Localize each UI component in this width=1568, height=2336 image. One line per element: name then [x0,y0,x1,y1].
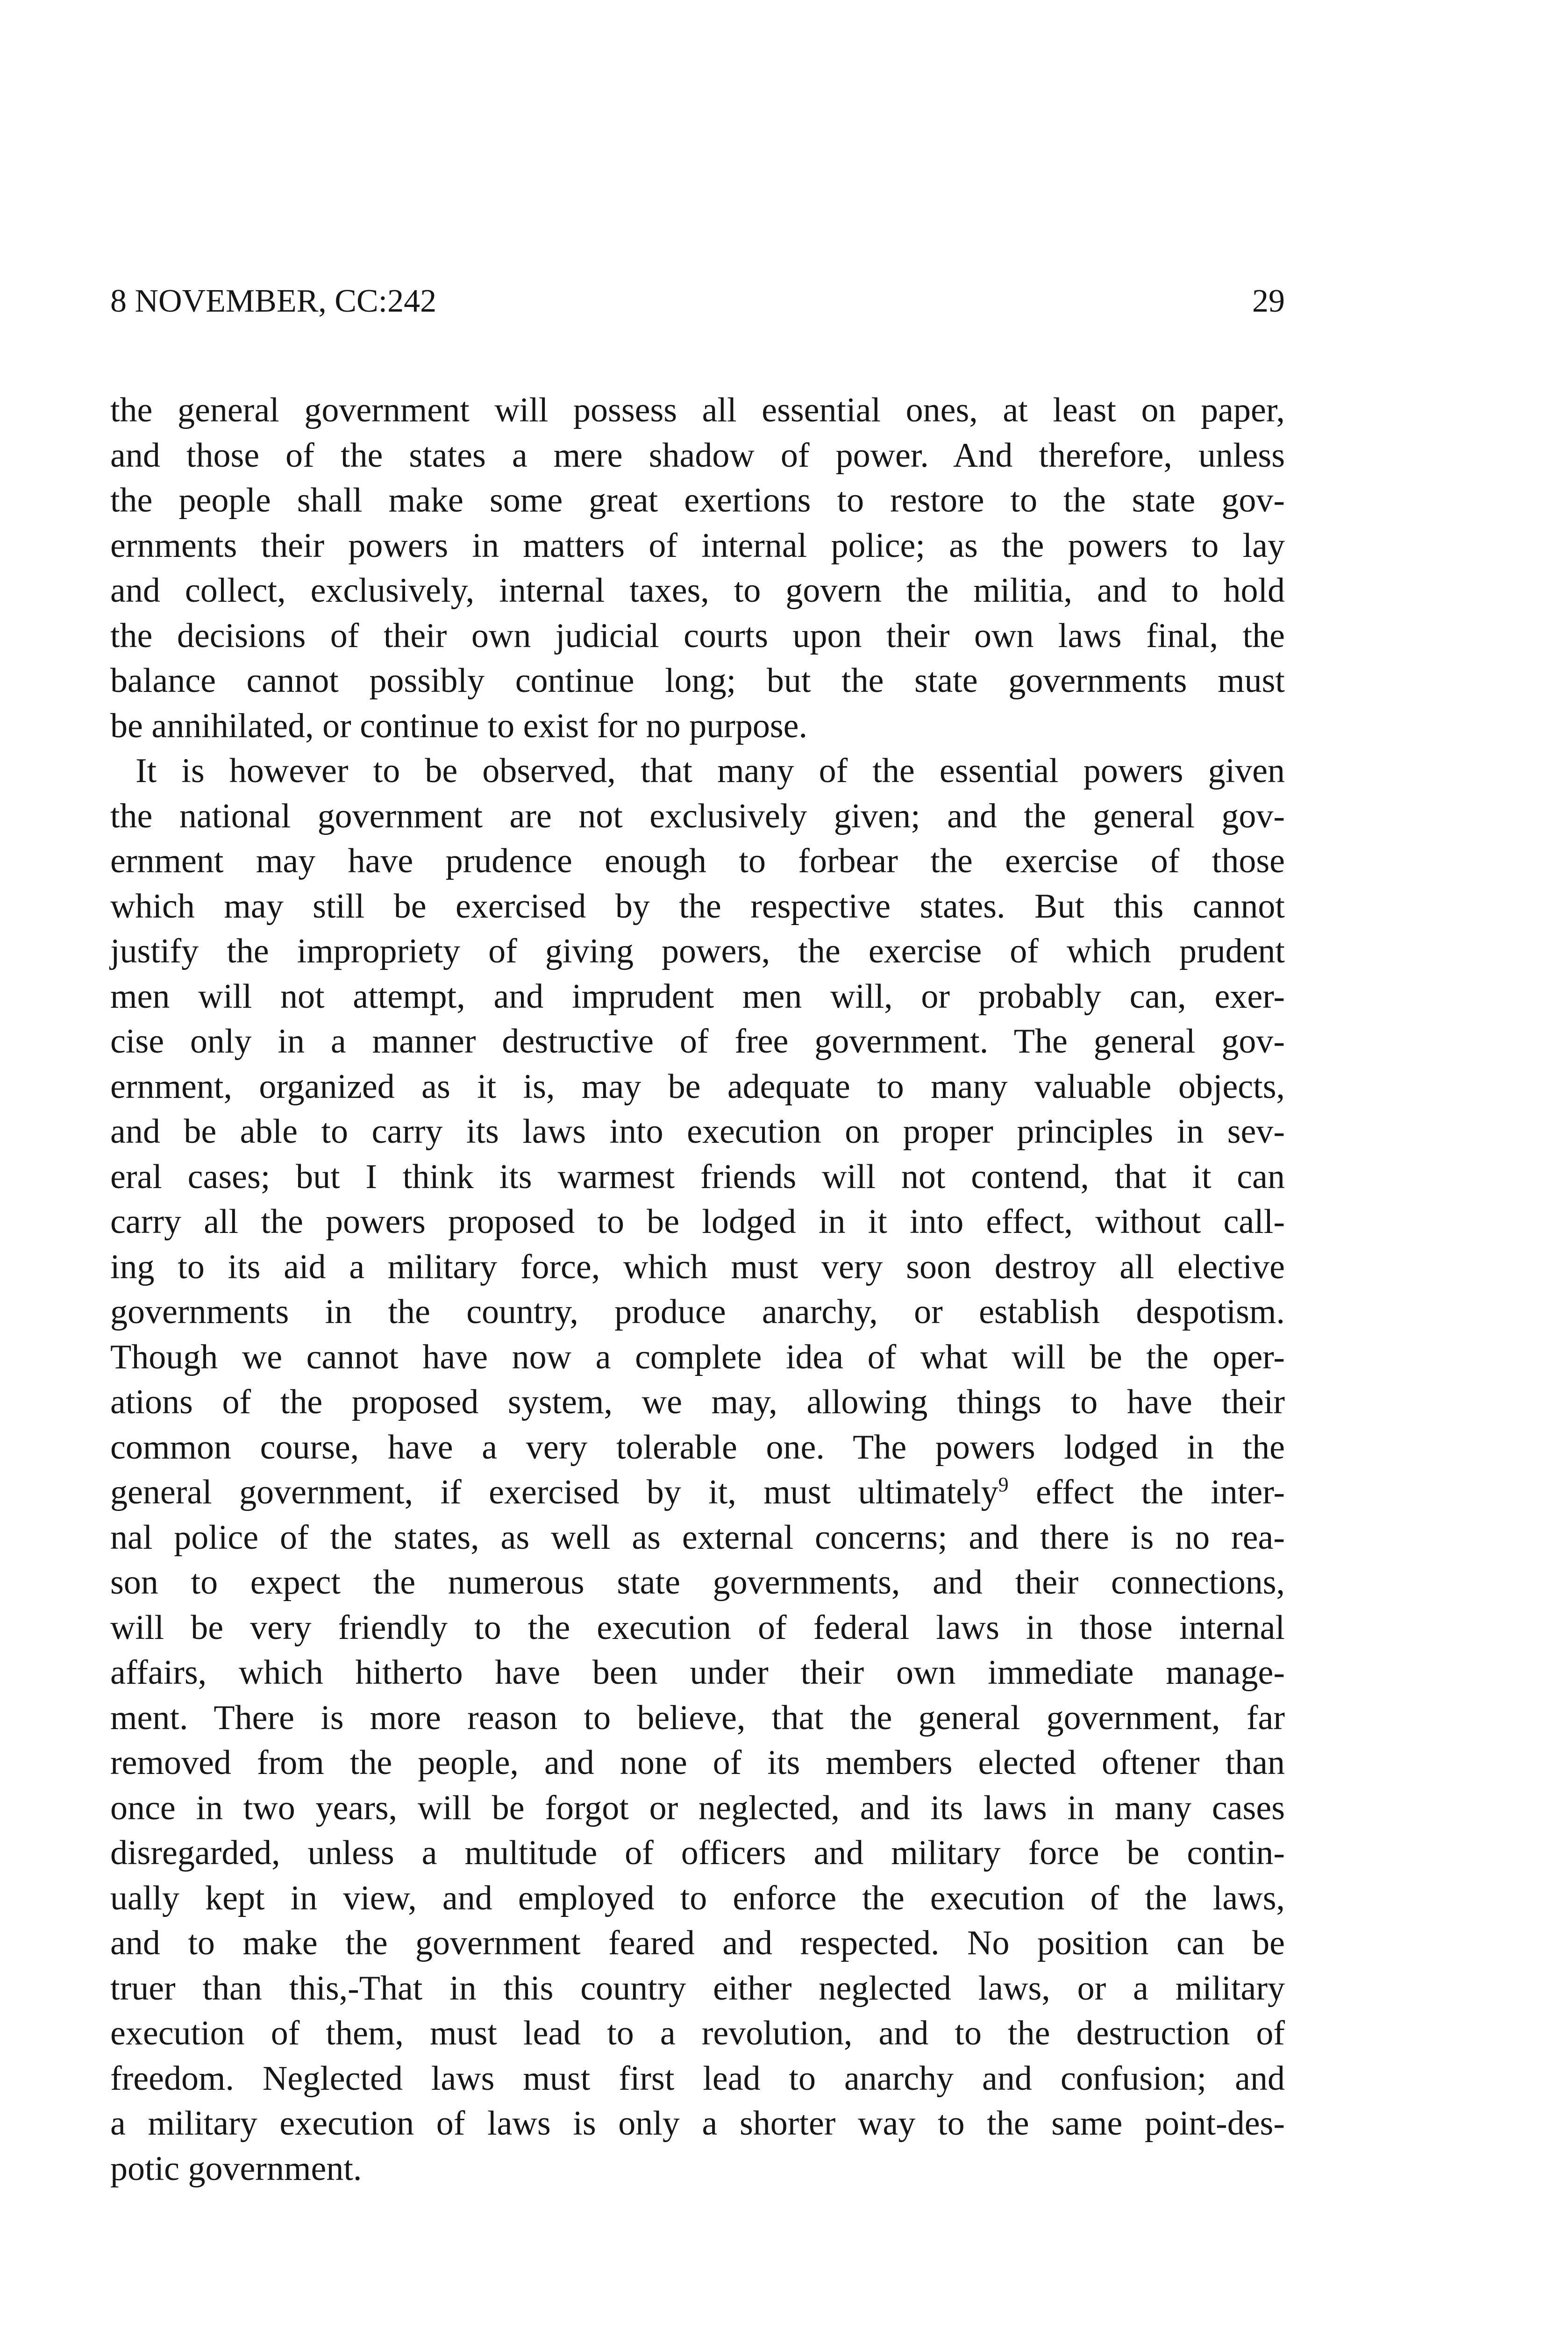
text-line: cise only in a manner destructive of free government. The general gov- [110,1022,1285,1061]
text-line: eral cases; but I think its warmest friends will not contend, that it can [110,1157,1285,1196]
text-line: and those of the states a mere shadow of power. And therefore, unless [110,436,1285,475]
text-line: affairs, which hitherto have been under their own immediate manage- [110,1653,1285,1692]
text-line: and be able to carry its laws into execution on proper principles in sev- [110,1112,1285,1151]
text-line: carry all the powers proposed to be lodged in it into effect, without call- [110,1203,1285,1241]
text-line: disregarded, unless a multitude of officers and military force be contin- [110,1834,1285,1872]
text-line-with-footnote [110,1470,1285,1515]
text-line: and to make the government feared and respected. No position can be [110,1924,1285,1962]
text-line: be annihilated, or continue to exist for no purpose. [110,706,807,745]
text-line: and collect, exclusively, internal taxes, to govern the militia, and to hold [110,571,1285,610]
text-line: truer than this,-That in this country either neglected laws, or a military [110,1969,1285,2008]
running-head [110,276,1285,327]
text-line: ernments their powers in matters of internal police; as the powers to lay [110,526,1285,565]
text-line: nal police of the states, as well as external concerns; and there is no rea- [110,1518,1285,1557]
text-line: common course, have a very tolerable one. The powers lodged in the [110,1428,1285,1467]
text-line: which may still be exercised by the respective states. But this cannot [110,887,1285,926]
text-line: execution of them, must lead to a revolution, and to the destruction of [110,2014,1285,2052]
body-text [110,388,1285,2191]
text-line: It is however to be observed, that many of the essential powers given [135,752,1285,790]
text-line: Though we cannot have now a complete idea of what will be the oper- [110,1338,1285,1376]
text-line: ernment, organized as it is, may be adequate to many valuable objects, [110,1067,1285,1106]
text-line: the decisions of their own judicial courts upon their own laws final, the [110,616,1285,655]
section-heading: 8 NOVEMBER, CC:242 [110,283,437,319]
text-line: governments in the country, produce anarchy, or establish despotism. [110,1293,1285,1331]
text-line: ually kept in view, and employed to enforce the execution of the laws, [110,1879,1285,1917]
text-line: justify the impropriety of giving powers, the exercise of which prudent [110,932,1285,970]
text-line: the people shall make some great exertions to restore to the state gov- [110,481,1285,520]
text-line: son to expect the numerous state governments, and their connections, [110,1563,1285,1602]
text-line: the national government are not exclusively given; and the general gov- [110,797,1285,835]
text-line: ment. There is more reason to believe, that the general government, far [110,1698,1285,1737]
text-line: will be very friendly to the execution of federal laws in those internal [110,1608,1285,1647]
text-segment: general government, if exercised by it, must ultimately [110,1473,998,1511]
text-line: once in two years, will be forgot or neglected, and its laws in many cases [110,1788,1285,1827]
text-line: ations of the proposed system, we may, allowing things to have their [110,1383,1285,1421]
text-segment: effect the inter- [1008,1473,1285,1511]
text-line: ing to its aid a military force, which must very soon destroy all elective [110,1247,1285,1286]
text-line: freedom. Neglected laws must first lead to anarchy and confusion; and [110,2059,1285,2098]
page-number: 29 [1252,283,1285,319]
text-line: ernment may have prudence enough to forbear the exercise of those [110,842,1285,880]
text-line: potic government. [110,2149,362,2188]
footnote-marker: 9 [998,1473,1009,1496]
text-line: men will not attempt, and imprudent men will, or probably can, exer- [110,977,1285,1016]
text-line: the general government will possess all essential ones, at least on paper, [110,391,1285,429]
text-line: removed from the people, and none of its members elected oftener than [110,1744,1285,1782]
text-line: balance cannot possibly continue long; but the state governments must [110,662,1285,700]
text-line: a military execution of laws is only a shorter way to the same point-des- [110,2104,1285,2143]
